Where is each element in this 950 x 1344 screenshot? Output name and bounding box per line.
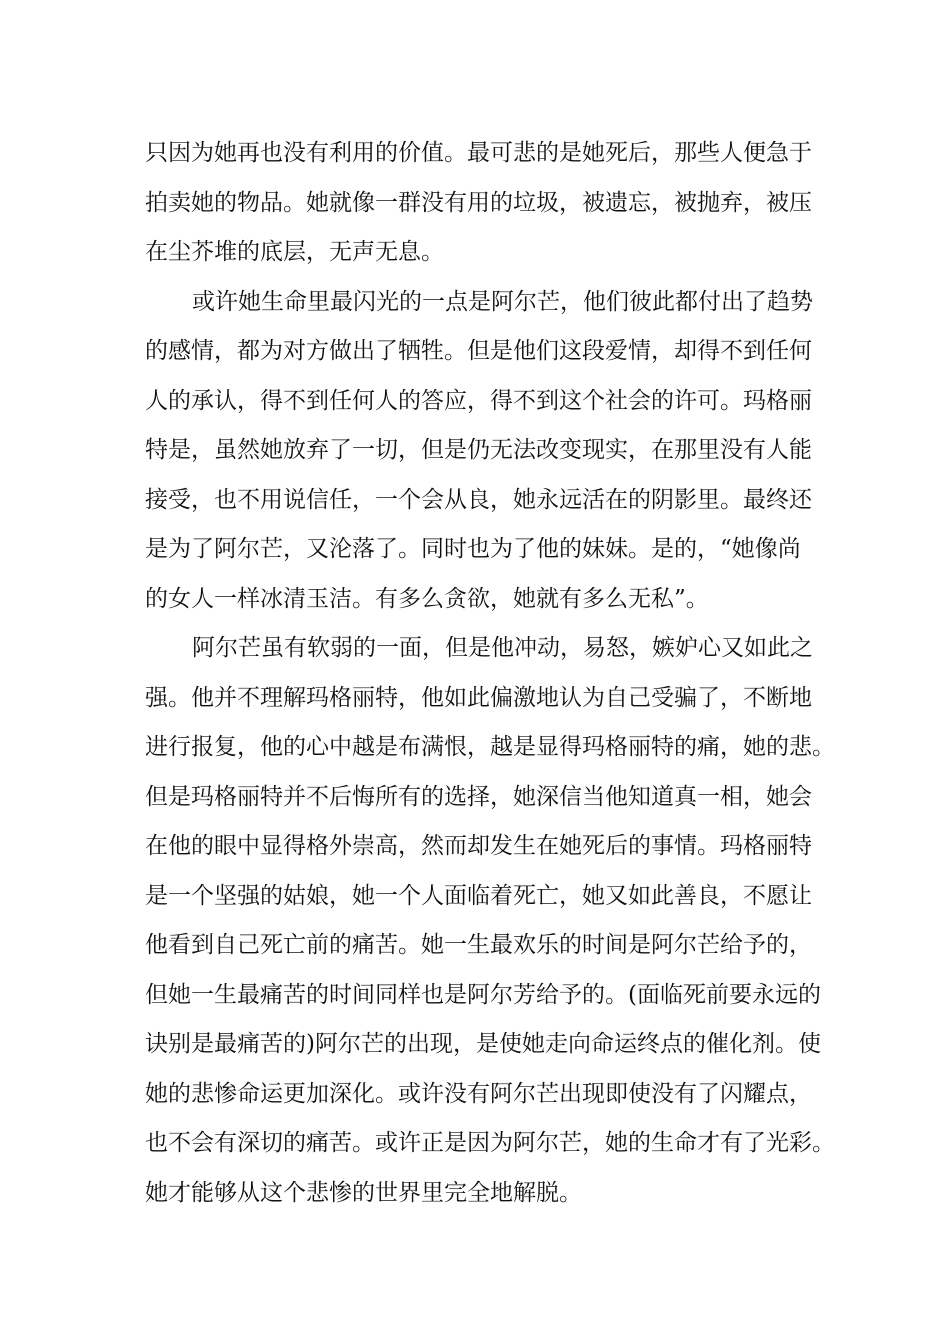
text-line: 拍卖她的物品。她就像一群没有用的垃圾，被遗忘，被抛弃，被压 bbox=[145, 189, 812, 216]
text-line: 诀别是最痛苦的)阿尔芒的出现，是使她走向命运终点的催化剂。使 bbox=[145, 1031, 821, 1057]
text-line: 的感情，都为对方做出了牺牲。但是他们这段爱情，却得不到任何 bbox=[145, 338, 812, 364]
text-line: 进行报复，他的心中越是布满恨，越是显得玛格丽特的痛，她的悲。 bbox=[145, 734, 835, 760]
text-line: 也不会有深切的痛苦。或许正是因为阿尔芒，她的生命才有了光彩。 bbox=[145, 1130, 835, 1156]
text-line: 在尘芥堆的底层，无声无息。 bbox=[145, 239, 444, 265]
text-line: 他看到自己死亡前的痛苦。她一生最欢乐的时间是阿尔芒给予的， bbox=[145, 932, 812, 958]
text-line: 是为了阿尔芒，又沦落了。同时也为了他的妹妹。是的，“她像尚 bbox=[145, 536, 801, 562]
text-line: 但她一生最痛苦的时间同样也是阿尔芳给予的。(面临死前要永远的 bbox=[145, 981, 821, 1008]
text-line: 但是玛格丽特并不后悔所有的选择，她深信当他知道真一相，她会 bbox=[145, 783, 812, 810]
text-line: 她才能够从这个悲惨的世界里完全地解脱。 bbox=[145, 1179, 582, 1206]
text-line: 她的悲惨命运更加深化。或许没有阿尔芒出现即使没有了闪耀点， bbox=[145, 1080, 812, 1107]
text-line: 强。他并不理解玛格丽特，他如此偏激地认为自己受骗了，不断地 bbox=[145, 684, 812, 711]
text-line: 人的承认，得不到任何人的答应，得不到这个社会的许可。玛格丽 bbox=[145, 387, 812, 414]
paragraph-start-line: 或许她生命里最闪光的一点是阿尔芒，他们彼此都付出了趋势 bbox=[192, 288, 813, 315]
text-line: 的女人一样冰清玉洁。有多么贪欲，她就有多么无私”。 bbox=[145, 585, 709, 612]
text-line: 特是，虽然她放弃了一切，但是仍无法改变现实，在那里没有人能 bbox=[145, 437, 812, 463]
text-line: 只因为她再也没有利用的价值。最可悲的是她死后，那些人便急于 bbox=[145, 140, 812, 166]
text-line: 接受，也不用说信任，一个会从良，她永远活在的阴影里。最终还 bbox=[145, 486, 812, 513]
text-line: 在他的眼中显得格外崇高，然而却发生在她死后的事情。玛格丽特 bbox=[145, 833, 812, 859]
text-line: 是一个坚强的姑娘，她一个人面临着死亡，她又如此善良，不愿让 bbox=[145, 882, 812, 909]
paragraph-start-line: 阿尔芒虽有软弱的一面，但是他冲动，易怒，嫉妒心又如此之 bbox=[192, 635, 813, 661]
body-text bbox=[145, 129, 835, 1218]
